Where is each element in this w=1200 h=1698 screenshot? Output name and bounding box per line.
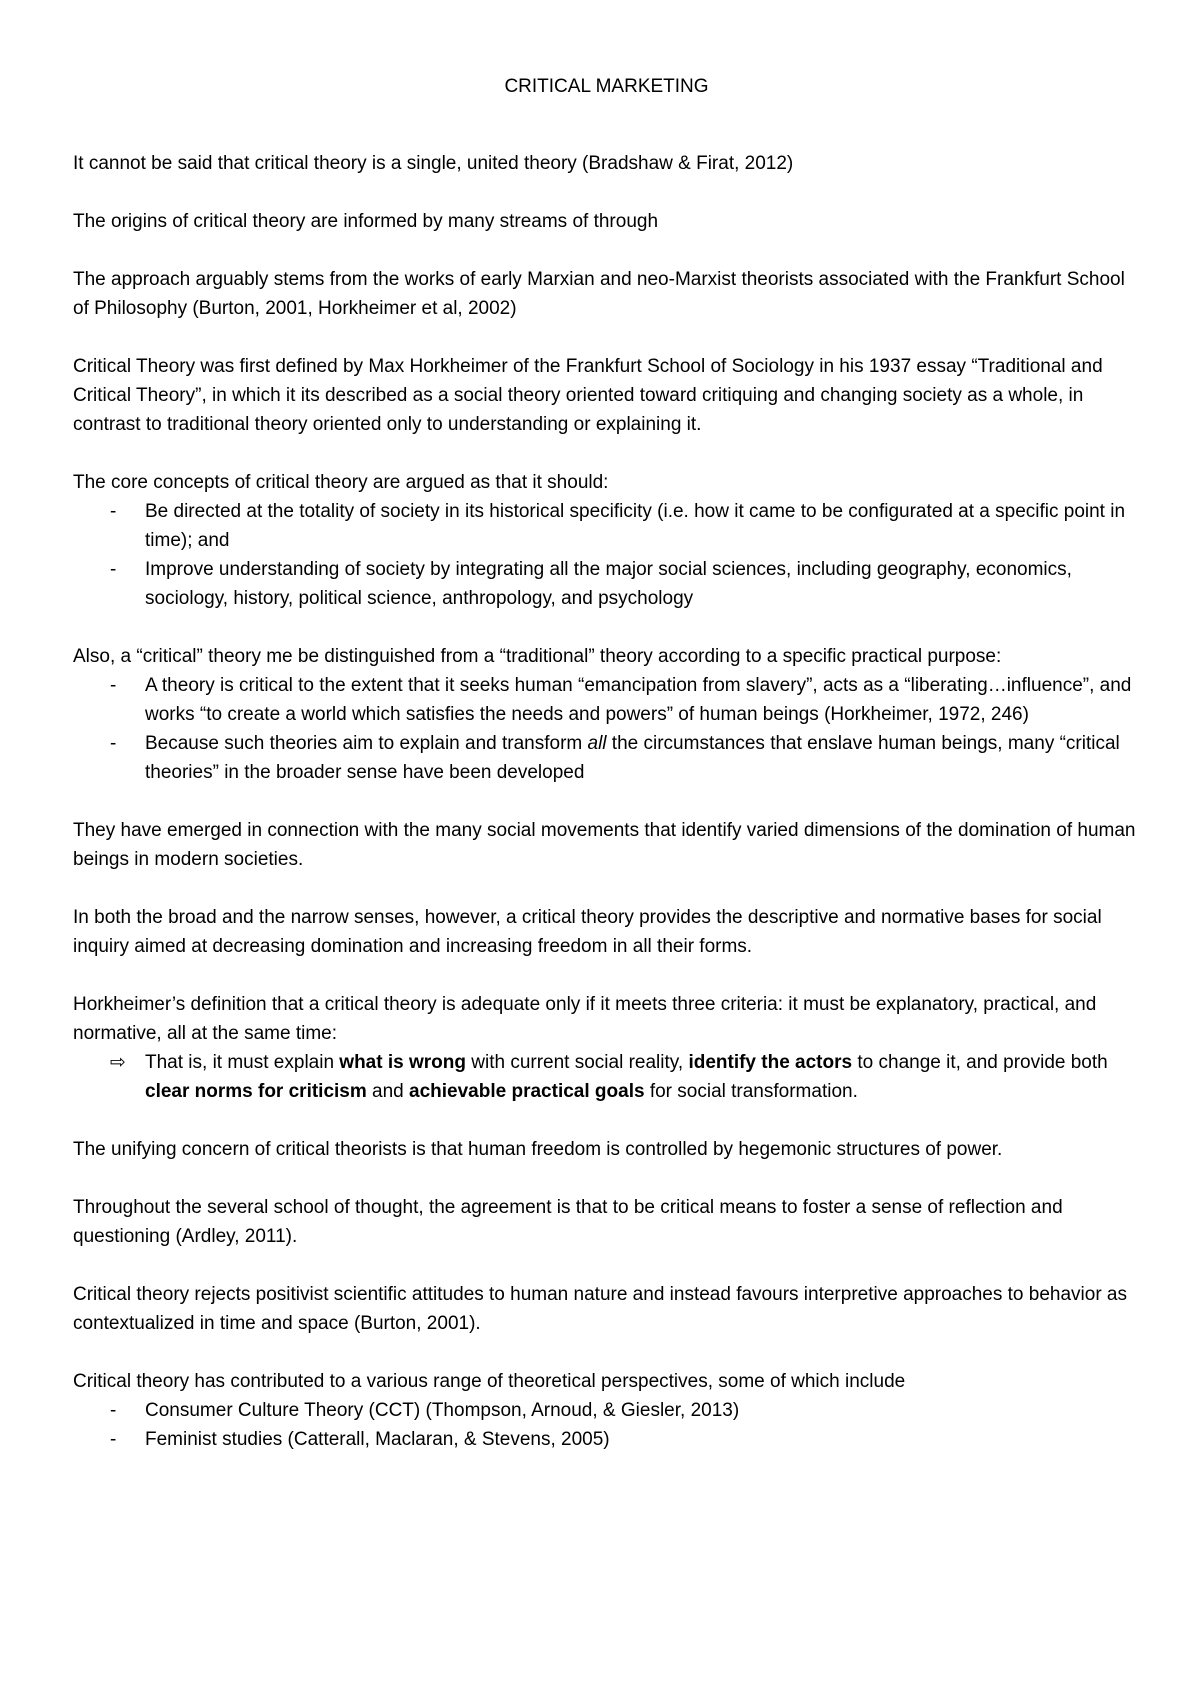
text-run: Because such theories aim to explain and transform <box>145 733 588 754</box>
paragraph: Horkheimer’s definition that a critical theory is adequate only if it meets three criteria: it must be explanatory, practical, and normative, all at the same time: <box>73 994 1097 1044</box>
bold-emphasis: achievable practical goals <box>409 1081 645 1102</box>
paragraph: Critical Theory was first defined by Max Horkheimer of the Frankfurt School of Sociology in his 1937 essay “Traditional and Critical Theory”, in which it its described as a social theory oriented toward critiquing and changing society as a whole, in contrast to traditional theory oriented only to understanding or explaining it. <box>73 356 1103 435</box>
list-item <box>73 1048 1140 1106</box>
critical-purpose-list <box>73 671 1140 787</box>
bold-emphasis: what is wrong <box>339 1052 466 1073</box>
list-item-text: Improve understanding of society by integrating all the major social sciences, including geography, economics, sociology, history, political science, anthropology, and psychology <box>145 559 1072 609</box>
paragraph: The unifying concern of critical theorists is that human freedom is controlled by hegemonic structures of power. <box>73 1139 1003 1160</box>
text-run: and <box>366 1081 410 1102</box>
paragraph: It cannot be said that critical theory is a single, united theory (Bradshaw & Firat, 2012) <box>73 153 794 174</box>
paragraph: In both the broad and the narrow senses, however, a critical theory provides the descriptive and normative bases for social inquiry aimed at decreasing domination and increasing freedom in all their forms. <box>73 907 1102 957</box>
arrow-right-icon: ⇨ <box>110 1052 126 1073</box>
core-concepts-list <box>73 497 1140 613</box>
text-run: with current social reality, <box>465 1052 689 1073</box>
text-run: for social transformation. <box>644 1081 858 1102</box>
dash-marker: - <box>110 675 117 696</box>
list-item <box>73 555 1140 613</box>
paragraph: The approach arguably stems from the works of early Marxian and neo-Marxist theorists associated with the Frankfurt School of Philosophy (Burton, 2001, Horkheimer et al, 2002) <box>73 269 1125 319</box>
text-run: the circumstances that enslave human beings, many “critical theories” in the broader sense have been developed <box>145 733 1120 783</box>
paragraph: They have emerged in connection with the many social movements that identify varied dimensions of the domination of human beings in modern societies. <box>73 820 1136 870</box>
list-item-text <box>145 1052 1108 1102</box>
text-run: to change it, and provide both <box>852 1052 1108 1073</box>
list-item <box>73 1396 1140 1425</box>
list-item <box>73 729 1140 787</box>
document-title: CRITICAL MARKETING <box>504 76 709 97</box>
list-item-text: Consumer Culture Theory (CCT) (Thompson, Arnoud, & Giesler, 2013) <box>145 1400 740 1421</box>
paragraph: The origins of critical theory are informed by many streams of through <box>73 211 659 232</box>
bold-emphasis: identify the actors <box>688 1052 853 1073</box>
paragraph: The core concepts of critical theory are argued as that it should: <box>73 472 609 493</box>
list-item-text: Feminist studies (Catterall, Maclaran, & Stevens, 2005) <box>145 1429 610 1450</box>
dash-marker: - <box>110 1400 117 1421</box>
criteria-list <box>73 1048 1140 1106</box>
bold-emphasis: clear norms for criticism <box>145 1081 367 1102</box>
text-run: That is, it must explain <box>145 1052 340 1073</box>
italic-emphasis: all <box>587 733 607 754</box>
dash-marker: - <box>110 1429 117 1450</box>
paragraph: Throughout the several school of thought, the agreement is that to be critical means to foster a sense of reflection and questioning (Ardley, 2011). <box>73 1197 1063 1247</box>
perspectives-list <box>73 1396 1140 1454</box>
list-item-text: Be directed at the totality of society in its historical specificity (i.e. how it came to be configurated at a specific point in time); and <box>145 501 1126 551</box>
list-item <box>73 671 1140 729</box>
list-item <box>73 1425 1140 1454</box>
paragraph: Critical theory rejects positivist scientific attitudes to human nature and instead favours interpretive approaches to behavior as contextualized in time and space (Burton, 2001). <box>73 1284 1127 1334</box>
list-item-text: A theory is critical to the extent that it seeks human “emancipation from slavery”, acts as a “liberating…influence”, and works “to create a world which satisfies the needs and powers” of human beings (Horkheimer, 1972, 246) <box>145 675 1132 725</box>
list-item <box>73 497 1140 555</box>
dash-marker: - <box>110 733 117 754</box>
list-item-text <box>145 733 1120 783</box>
paragraph: Critical theory has contributed to a various range of theoretical perspectives, some of which include <box>73 1371 906 1392</box>
dash-marker: - <box>110 559 117 580</box>
dash-marker: - <box>110 501 117 522</box>
paragraph: Also, a “critical” theory me be distinguished from a “traditional” theory according to a specific practical purpose: <box>73 646 1002 667</box>
